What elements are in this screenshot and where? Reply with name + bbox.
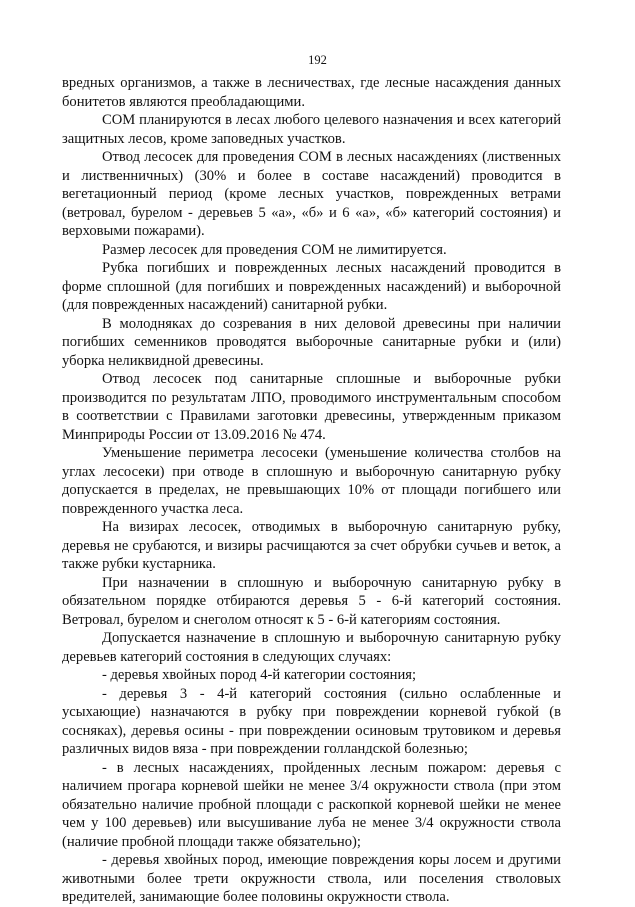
paragraph: Допускается назначение в сплошную и выборочную санитарную рубку деревьев категорий состояния в следующих случаях: [62, 630, 561, 665]
list-item: - деревья 3 - 4-й категорий состояния (сильно ослабленные и усыхающие) назначаются в рубку при повреждении корневой губкой (в сосняках), деревья осины - при повреждении осиновым трутовиком и деревья различных видов вяза - при повреждении голландской болезнью; [62, 685, 561, 757]
paragraph: На визирах лесосек, отводимых в выборочную санитарную рубку, деревья не срубаются, и визиры расчищаются за счет обрубки сучьев и веток, а также рубки кустарника. [62, 519, 561, 572]
paragraph: При назначении в сплошную и выборочную санитарную рубку в обязательном порядке отбираются деревья 5 - 6-й категорий состояния. Ветровал, бурелом и снеголом относят к 5 - 6-й категориям состояния. [62, 574, 561, 628]
list-item: - деревья хвойных пород, имеющие повреждения коры лосем и другими животными более трети окружности ствола, или поселения стволовых вредителей, занимающие более половины окружности ствола. [62, 852, 561, 905]
paragraph: СОМ планируются в лесах любого целевого назначения и всех категорий защитных лесов, кроме заповедных участков. [62, 112, 561, 147]
paragraph: Уменьшение периметра лесосеки (уменьшение количества столбов на углах лесосеки) при отводе в сплошную и выборочную санитарную рубку допускается в пределах, не превышающих 10% от площади погибшего или поврежденного участка леса. [62, 445, 561, 517]
list-item: - деревья хвойных пород 4-й категории состояния; [102, 667, 417, 683]
paragraph: Размер лесосек для проведения СОМ не лимитируется. [102, 241, 447, 258]
paragraph: Отвод лесосек для проведения СОМ в лесных насаждениях (лиственных и лиственничных) (30% и более в составе насаждений) проводится в вегетационный период (кроме лесных участков, поврежденных ветрами (ветровал, бурелом - деревьев 5 «а», «б» и 6 «а», «б» категорий состояния) и верховыми пожарами). [62, 149, 561, 239]
paragraph: Отвод лесосек под санитарные сплошные и выборочные рубки производится по результатам ЛПО, проводимого инструментальным способом в соответствии с Правилами заготовки древесины, утвержденным приказом Минприроды России от 13.09.2016 № 474. [62, 371, 561, 443]
list-item: - в лесных насаждениях, пройденных лесным пожаром: деревья с наличием прогара корневой шейки не менее 3/4 окружности ствола (при этом обязательно наличие пробной площади с раскопкой корневой шейки не менее чем у 100 деревьев) или высушивание луба не менее 3/4 окружности ствола (наличие пробной площади также обязательно); [62, 759, 561, 850]
paragraph: вредных организмов, а также в лесничествах, где лесные насаждения данных бонитетов являются преобладающими. [62, 75, 561, 110]
page-number: 192 [308, 53, 327, 67]
paragraph: В молодняках до созревания в них деловой древесины при наличии погибших семенников проводятся выборочные санитарные рубки и (или) уборка неликвидной древесины. [62, 315, 561, 369]
document-body [62, 74, 561, 907]
paragraph: Рубка погибших и поврежденных лесных насаждений проводится в форме сплошной (для погибших и поврежденных насаждений) и выборочной (для поврежденных насаждений) санитарной рубки. [62, 260, 561, 313]
